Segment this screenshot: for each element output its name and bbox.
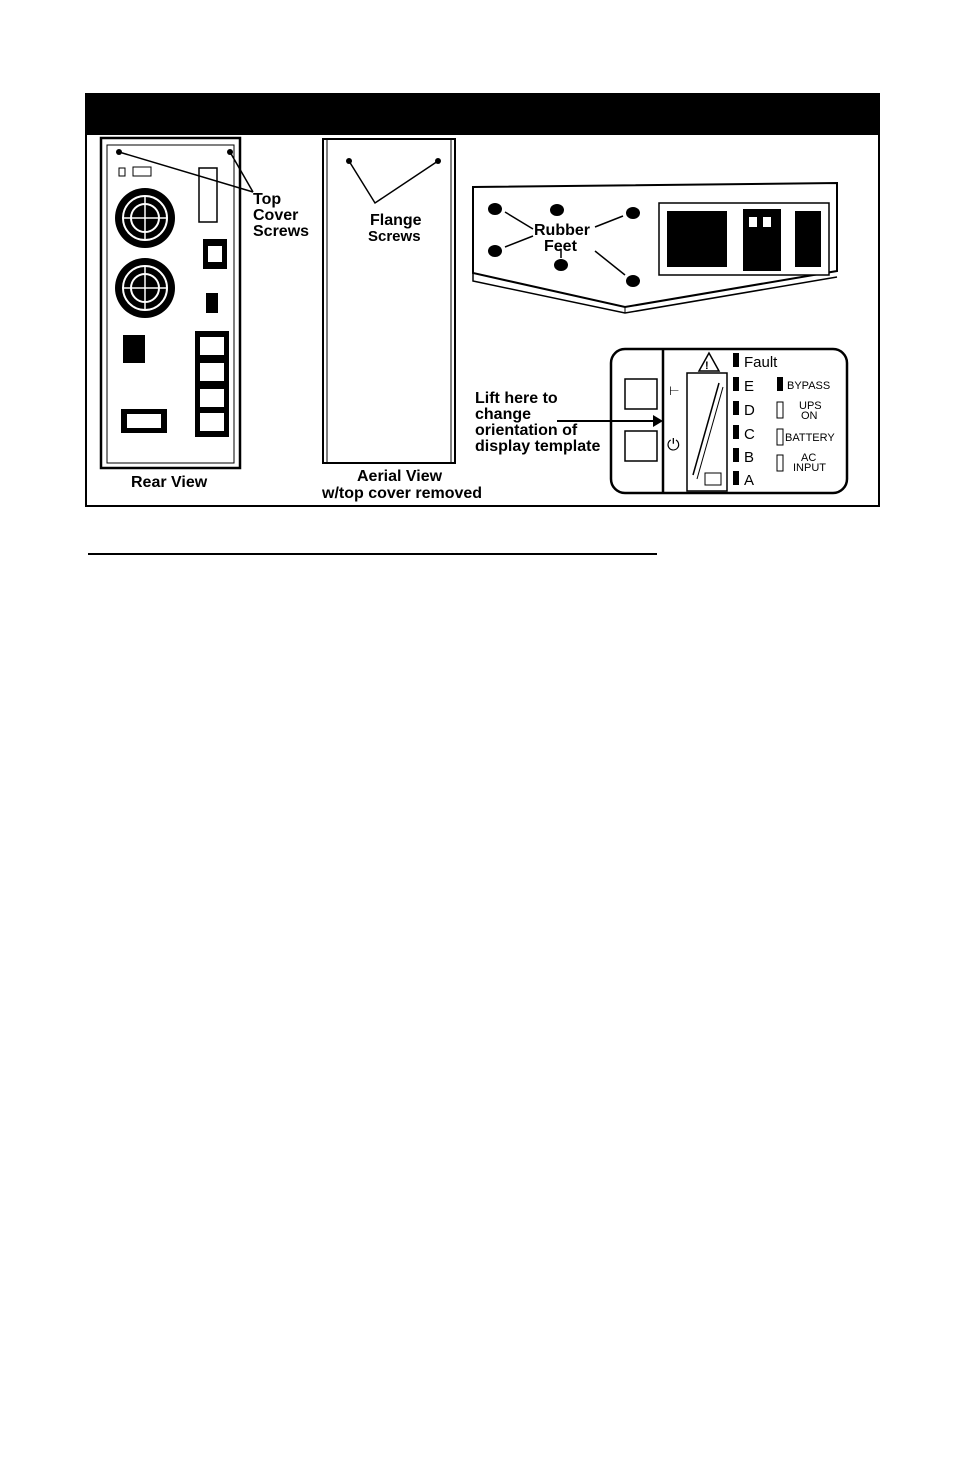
panel-battery-led: [777, 429, 783, 445]
aerial-view: [323, 139, 455, 463]
label-lift-here-3: orientation of: [475, 422, 578, 439]
panel-level-led-a: [733, 471, 739, 485]
rear-fan-upper: [115, 188, 175, 248]
panel-ac-input-led: [777, 455, 783, 471]
svg-text:!: !: [705, 360, 709, 372]
label-top-cover-screws-2: Cover: [253, 207, 299, 224]
panel-ups-on-label-1: UPS: [799, 400, 822, 412]
panel-bypass-label: BYPASS: [787, 380, 831, 392]
panel-level-e: E: [744, 378, 755, 395]
rubber-foot-3: [626, 207, 640, 219]
panel-level-led-e: [733, 377, 739, 391]
panel-battery-label: BATTERY: [785, 432, 835, 444]
rear-output-socket: [121, 409, 167, 433]
label-flange-screws-1: Flange: [370, 212, 422, 229]
rear-fan-lower: [115, 258, 175, 318]
rubber-foot-1: [488, 203, 502, 215]
rear-input-socket: [203, 239, 227, 269]
ups-diagram: [87, 95, 878, 505]
panel-level-d: D: [744, 402, 755, 419]
label-lift-here-4: display template: [475, 438, 601, 455]
unit-vent-right: [795, 211, 821, 267]
panel-on-icon: ⊢: [669, 384, 680, 398]
panel-level-led-c: [733, 425, 739, 439]
panel-level-a: A: [744, 472, 755, 489]
label-aerial-view-2: w/top cover removed: [322, 485, 483, 502]
panel-fault-label: Fault: [744, 354, 778, 371]
label-lift-here-1: Lift here to: [475, 390, 558, 407]
panel-fault-led: [733, 353, 739, 367]
label-aerial-view-1: Aerial View: [357, 468, 443, 485]
rubber-foot-2: [550, 204, 564, 216]
unit-display: [743, 209, 781, 271]
rubber-foot-6: [626, 275, 640, 287]
label-top-cover-screws-1: Top: [253, 191, 282, 208]
ups-figure: [85, 93, 880, 507]
label-top-cover-screws-3: Screws: [253, 223, 310, 240]
section-rule: [88, 553, 657, 555]
ups-unit-perspective: [473, 183, 837, 313]
panel-battery-icon: [705, 473, 721, 485]
rear-switch: [206, 293, 218, 313]
panel-level-b: B: [744, 449, 755, 466]
label-rubber-feet-1: Rubber: [534, 222, 590, 239]
panel-bypass-led: [777, 377, 783, 391]
rubber-foot-4: [488, 245, 502, 257]
panel-ups-on-label-2: ON: [801, 410, 818, 422]
panel-power-icon: ⏻: [667, 437, 680, 454]
label-rubber-feet-2: Feet: [544, 238, 577, 255]
panel-ups-on-led: [777, 402, 783, 418]
panel-level-led-d: [733, 401, 739, 415]
rear-aux-socket: [123, 335, 145, 363]
panel-level-led-b: [733, 448, 739, 462]
label-rear-view: Rear View: [131, 474, 208, 491]
rubber-foot-5: [554, 259, 568, 271]
rear-view: [101, 138, 240, 468]
panel-off-button: [625, 431, 657, 461]
panel-ac-input-label-2: INPUT: [793, 462, 826, 474]
unit-vent-left: [667, 211, 727, 267]
panel-level-c: C: [744, 426, 755, 443]
label-flange-screws-2: Screws: [368, 228, 421, 245]
panel-ac-input-label-1: AC: [801, 452, 817, 464]
panel-on-button: [625, 379, 657, 409]
rear-outlets: [195, 331, 229, 437]
label-lift-here-2: change: [475, 406, 532, 423]
